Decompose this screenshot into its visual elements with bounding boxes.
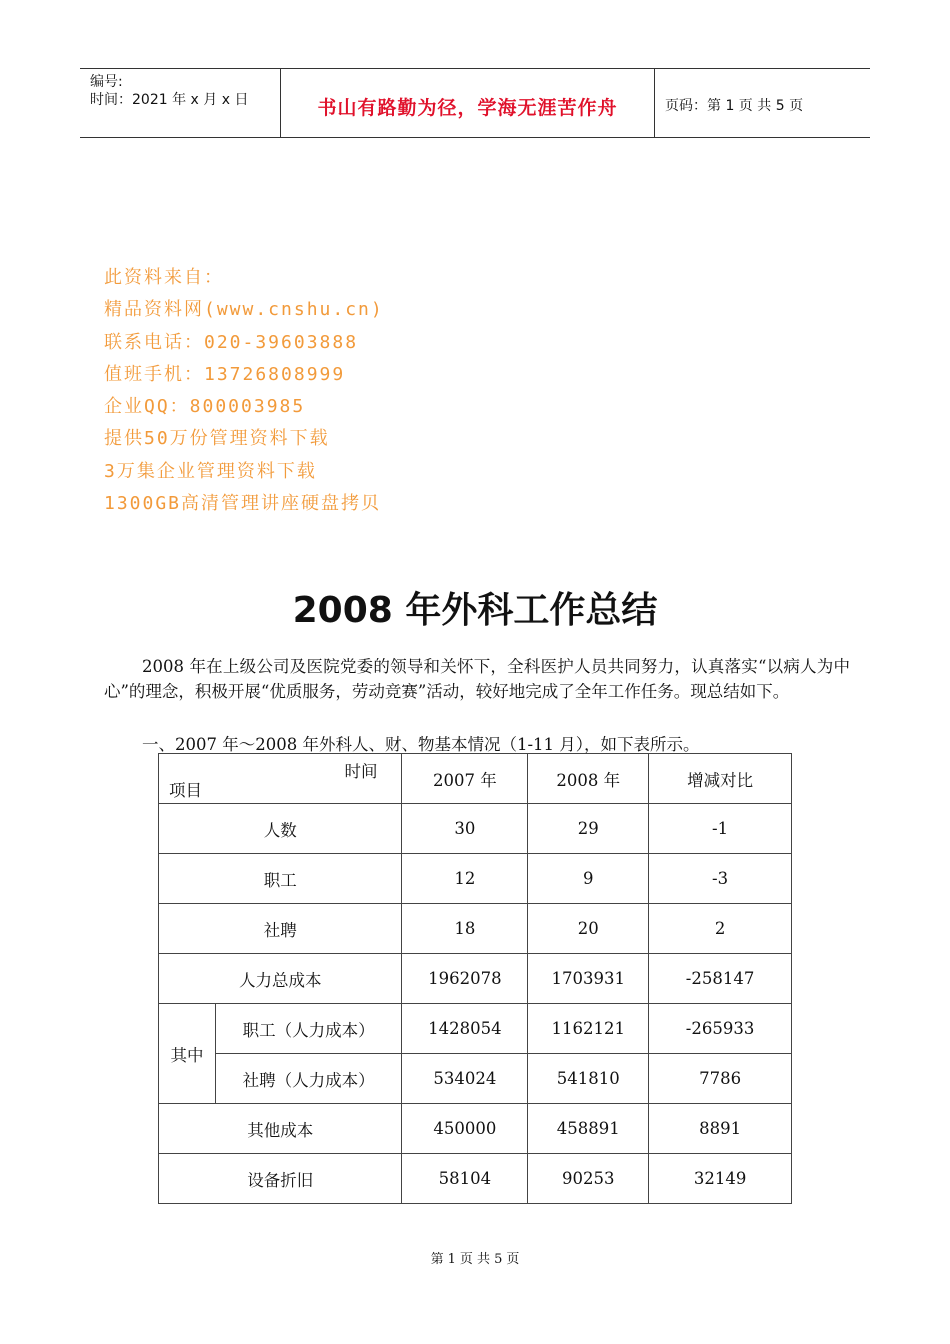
table-header-row: [159, 754, 792, 804]
table-row: [159, 954, 792, 1004]
cell-diff: 32149: [649, 1154, 792, 1204]
row-label: 社聘（人力成本）: [215, 1054, 402, 1104]
footer-page-number: 1: [447, 1252, 456, 1267]
table-row: [159, 904, 792, 954]
cell-2007: 534024: [402, 1054, 528, 1104]
footer-total-pages: 5: [494, 1252, 503, 1267]
intro-text: 2008 年在上级公司及医院党委的领导和关怀下，全科医护人员共同努力，认真落实“以病人为中心”的理念，积极开展“优质服务，劳动竞赛”活动，较好地完成了全年工作任务。现总结如下。: [104, 657, 850, 701]
cell-2007: 1962078: [402, 954, 528, 1004]
section-heading: 一、2007 年～2008 年外科人、财、物基本情况（1-11 月），如下表所示。: [142, 735, 700, 754]
table-row: [159, 1054, 792, 1104]
date-label: 时间：2021 年 x 月 x 日: [90, 92, 249, 108]
footer-suffix: 页: [506, 1252, 520, 1267]
header-page-cell: [655, 69, 870, 137]
code-label: 编号:: [90, 74, 123, 90]
table-row: [159, 1104, 792, 1154]
ad-line: 提供50万份管理资料下载: [104, 428, 330, 450]
table-row: [159, 804, 792, 854]
header-motto-cell: [281, 69, 655, 137]
page-footer: [0, 1248, 950, 1267]
table-row: [159, 854, 792, 904]
footer-prefix: 第: [430, 1252, 444, 1267]
cell-2008: 1162121: [528, 1004, 649, 1054]
cell-2007: 30: [402, 804, 528, 854]
cell-diff: 2: [649, 904, 792, 954]
cell-2008: 9: [528, 854, 649, 904]
group-label: 其中: [159, 1004, 216, 1104]
cell-2007: 450000: [402, 1104, 528, 1154]
ad-line: 精品资料网(www.cnshu.cn): [104, 299, 384, 321]
cell-2008: 20: [528, 904, 649, 954]
row-label: 社聘: [159, 904, 402, 954]
cell-diff: -1: [649, 804, 792, 854]
document-header: [80, 68, 870, 138]
ad-line: 3万集企业管理资料下载: [104, 460, 317, 482]
cell-2008: 458891: [528, 1104, 649, 1154]
cell-diff: -265933: [649, 1004, 792, 1054]
cell-2008: 541810: [528, 1054, 649, 1104]
source-ad-block: [104, 262, 384, 520]
cell-2008: 1703931: [528, 954, 649, 1004]
cell-diff: 7786: [649, 1054, 792, 1104]
cell-2007: 18: [402, 904, 528, 954]
cell-2007: 58104: [402, 1154, 528, 1204]
column-header: 增减对比: [649, 754, 792, 804]
cell-2008: 29: [528, 804, 649, 854]
header-meta-cell: [80, 69, 281, 137]
row-label: 人数: [159, 804, 402, 854]
page-info: 页码：第 1 页 共 5 页: [665, 98, 804, 114]
cell-2007: 1428054: [402, 1004, 528, 1054]
cell-2008: 90253: [528, 1154, 649, 1204]
intro-paragraph: [104, 655, 850, 704]
ad-line: 企业QQ：800003985: [104, 396, 306, 418]
statistics-table: [158, 753, 792, 1204]
footer-mid: 页 共: [459, 1252, 491, 1267]
cell-2007: 12: [402, 854, 528, 904]
corner-time-label: 时间: [344, 762, 378, 781]
corner-item-label: 项目: [169, 781, 202, 800]
ad-line: 此资料来自：: [104, 267, 224, 288]
cell-diff: 8891: [649, 1104, 792, 1154]
document-title: 2008 年外科工作总结: [292, 590, 658, 631]
cell-diff: -3: [649, 854, 792, 904]
cell-diff: -258147: [649, 954, 792, 1004]
row-label: 设备折旧: [159, 1154, 402, 1204]
table-row: [159, 1004, 792, 1054]
row-label: 人力总成本: [159, 954, 402, 1004]
ad-line: 联系电话：020-39603888: [104, 331, 359, 353]
row-label: 职工: [159, 854, 402, 904]
ad-line: 1300GB高清管理讲座硬盘拷贝: [104, 493, 382, 515]
corner-cell: [159, 754, 402, 804]
table-row: [159, 1154, 792, 1204]
row-label: 其他成本: [159, 1104, 402, 1154]
row-label: 职工（人力成本）: [215, 1004, 402, 1054]
column-header: 2007 年: [402, 754, 528, 804]
column-header: 2008 年: [528, 754, 649, 804]
ad-line: 值班手机：13726808999: [104, 363, 346, 385]
motto: 书山有路勤为径，学海无涯苦作舟: [317, 97, 618, 119]
